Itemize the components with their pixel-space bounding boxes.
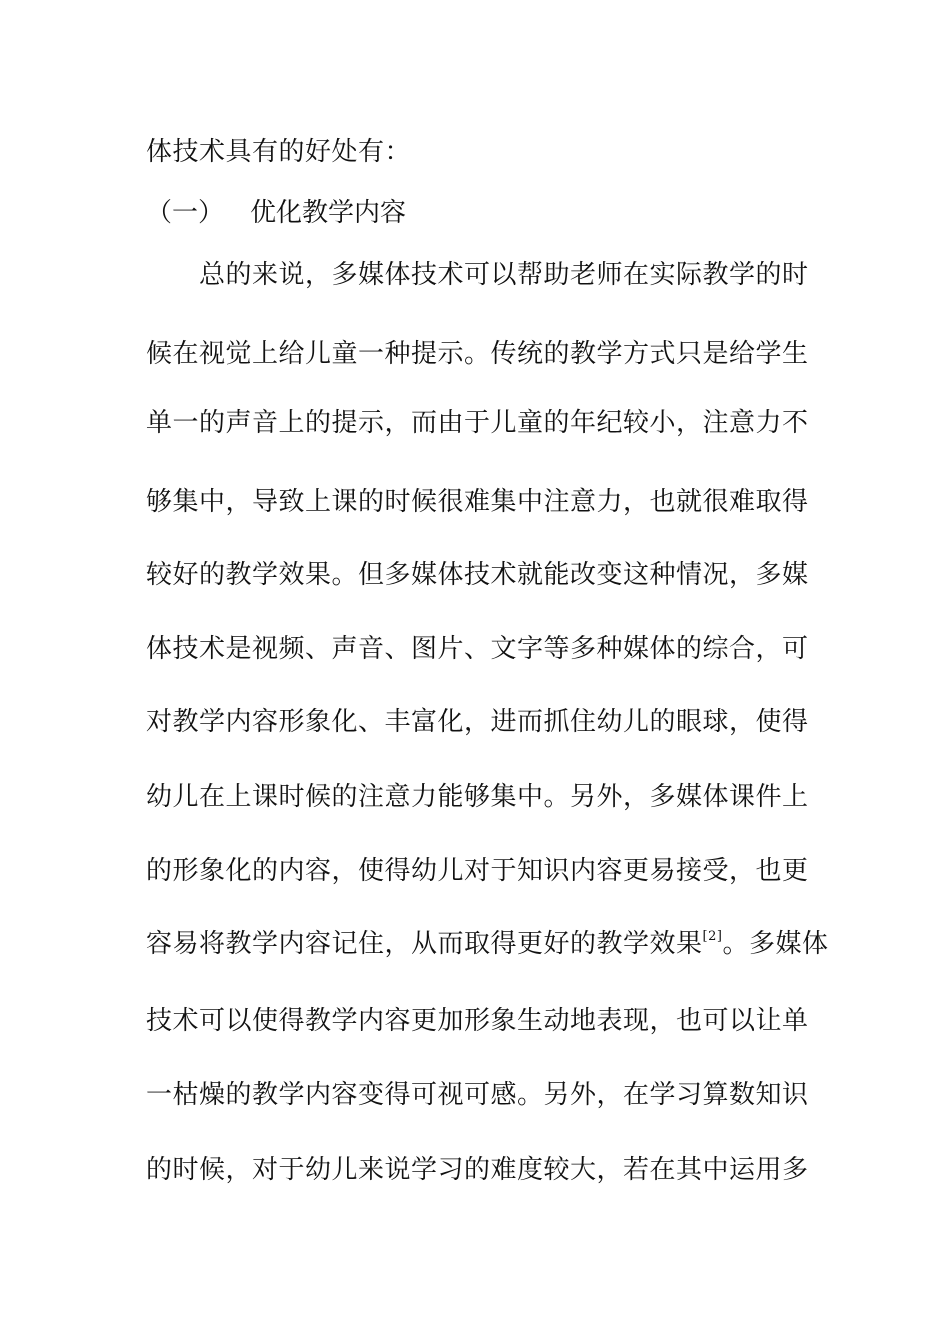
paragraph-line: 总的来说，多媒体技术可以帮助老师在实际教学的时	[146, 260, 809, 290]
intro-line: 体技术具有的好处有：	[146, 137, 412, 167]
citation-line-before: 容易将教学内容记住，从而取得更好的教学效果	[146, 929, 703, 959]
section-title: 优化教学内容	[250, 198, 407, 228]
paragraph-line: 幼儿在上课时候的注意力能够集中。另外，多媒体课件上	[146, 782, 809, 812]
citation-reference: [2]	[702, 929, 723, 944]
paragraph-line: 较好的教学效果。但多媒体技术就能改变这种情况，多媒	[146, 560, 809, 590]
paragraph-line: 候在视觉上给儿童一种提示。传统的教学方式只是给学生	[146, 339, 809, 369]
paragraph-line: 够集中，导致上课的时候很难集中注意力，也就很难取得	[146, 487, 809, 517]
paragraph-line: 技术可以使得教学内容更加形象生动地表现，也可以让单	[146, 1006, 809, 1036]
paragraph-line: 的形象化的内容，使得幼儿对于知识内容更易接受，也更	[146, 856, 809, 886]
paragraph-line: 单一的声音上的提示，而由于儿童的年纪较小，注意力不	[146, 408, 809, 438]
section-heading	[146, 196, 406, 230]
citation-line-after: 。多媒体	[722, 929, 829, 959]
paragraph-line: 体技术是视频、声音、图片、文字等多种媒体的综合，可	[146, 634, 809, 664]
section-number: （一）	[146, 198, 225, 228]
paragraph-line: 一枯燥的教学内容变得可视可感。另外，在学习算数知识	[146, 1080, 809, 1110]
paragraph-line-with-citation	[146, 927, 829, 961]
paragraph-line: 对教学内容形象化、丰富化，进而抓住幼儿的眼球，使得	[146, 707, 809, 737]
paragraph-line: 的时候，对于幼儿来说学习的难度较大，若在其中运用多	[146, 1155, 809, 1185]
